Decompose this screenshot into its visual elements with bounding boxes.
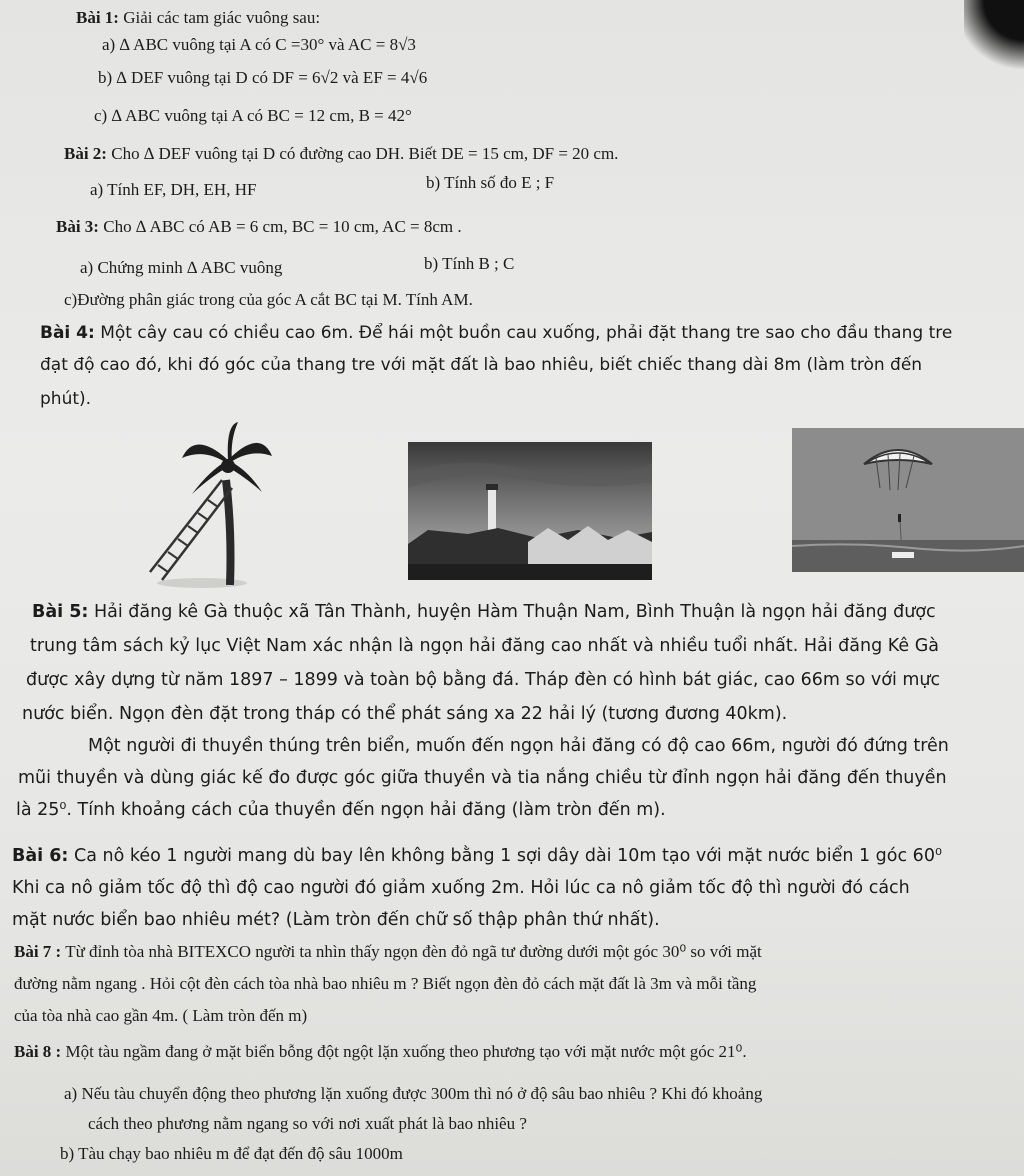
bai2-text: Cho ∆ DEF vuông tại D có đường cao DH. Biết DE = 15 cm, DF = 20 cm. bbox=[111, 144, 619, 163]
bai8-item-b: b) Tàu chạy bao nhiêu m để đạt đến độ sâu 1000m bbox=[60, 1144, 403, 1163]
bai6-line-2: Khi ca nô giảm tốc độ thì độ cao người đó giảm xuống 2m. Hỏi lúc ca nô giảm tốc độ thì người đó cách bbox=[12, 878, 910, 898]
bai1-title: Giải các tam giác vuông sau: bbox=[123, 8, 321, 27]
bai5-line-5: Một người đi thuyền thúng trên biển, muốn đến ngọn hải đăng có độ cao 66m, người đó đứng trên bbox=[88, 736, 949, 756]
bai1-item-b: b) ∆ DEF vuông tại D có DF = 6√2 và EF = 4√6 bbox=[98, 68, 428, 87]
bai4-label: Bài 4: bbox=[40, 323, 95, 343]
bai6-line-3: mặt nước biển bao nhiêu mét? (Làm tròn đến chữ số thập phân thứ nhất). bbox=[12, 910, 660, 930]
bai7-label: Bài 7 : bbox=[14, 942, 62, 961]
page-corner-shadow bbox=[964, 0, 1024, 70]
bai8-item-a-line-2: cách theo phương nằm ngang so với nơi xuất phát là bao nhiêu ? bbox=[88, 1114, 527, 1133]
bai1-item-a: a) ∆ ABC vuông tại A có C =30° và AC = 8√3 bbox=[102, 35, 416, 54]
bai5-line-2: trung tâm sách kỷ lục Việt Nam xác nhận là ngọn hải đăng cao nhất và nhiều tuổi nhất. Hải đăng Kê Gà bbox=[30, 636, 940, 656]
bai3-item-a: a) Chứng minh ∆ ABC vuông bbox=[80, 258, 283, 277]
bai5-label: Bài 5: bbox=[32, 602, 89, 622]
parasailing-photo bbox=[792, 428, 1024, 572]
bai5-line-6: mũi thuyền và dùng giác kế đo được góc giữa thuyền và tia nắng chiều từ đỉnh ngọn hải đăng đến thuyền bbox=[18, 768, 947, 788]
bai4-line-1 bbox=[40, 323, 952, 343]
bai8-heading bbox=[14, 1042, 747, 1062]
bai1-label: Bài 1: bbox=[76, 8, 119, 27]
bai2-label: Bài 2: bbox=[64, 144, 107, 163]
palm-ladder-illustration bbox=[140, 420, 280, 592]
bai8-item-a-line-1: a) Nếu tàu chuyển động theo phương lặn xuống được 300m thì nó ở độ sâu bao nhiêu ? Khi đó khoảng bbox=[64, 1084, 763, 1103]
bai4-line-3: phút). bbox=[40, 389, 92, 409]
bai3-heading bbox=[56, 217, 462, 237]
bai4-line-2: đạt độ cao đó, khi đó góc của thang tre với mặt đất là bao nhiêu, biết chiếc thang dài 8m (làm tròn đến bbox=[40, 355, 923, 375]
bai5-line-3: được xây dựng từ năm 1897 – 1899 và toàn bộ bằng đá. Tháp đèn có hình bát giác, cao 66m so với mực bbox=[26, 670, 941, 690]
bai7-line-3: của tòa nhà cao gần 4m. ( Làm tròn đến m) bbox=[14, 1006, 308, 1025]
bai3-text: Cho ∆ ABC có AB = 6 cm, BC = 10 cm, AC = 8cm . bbox=[103, 217, 462, 236]
bai3-item-c: c)Đường phân giác trong của góc A cắt BC tại M. Tính AM. bbox=[64, 290, 473, 309]
bai6-line-1 bbox=[12, 846, 942, 866]
bai5-text-1: Hải đăng kê Gà thuộc xã Tân Thành, huyện Hàm Thuận Nam, Bình Thuận là ngọn hải đăng được bbox=[94, 602, 936, 622]
bai7-line-1 bbox=[14, 942, 762, 962]
bai2-item-a: a) Tính EF, DH, EH, HF bbox=[90, 180, 257, 199]
bai4-text-1: Một cây cau có chiều cao 6m. Để hái một buồn cau xuống, phải đặt thang tre sao cho đầu thang tre bbox=[100, 323, 953, 343]
bai5-line-4: nước biển. Ngọn đèn đặt trong tháp có thể phát sáng xa 22 hải lý (tương đương 40km). bbox=[22, 704, 788, 724]
bai1-heading bbox=[76, 8, 320, 28]
bai3-item-b: b) Tính B ; C bbox=[424, 254, 515, 273]
bai7-text-1: Từ đỉnh tòa nhà BITEXCO người ta nhìn thấy ngọn đèn đỏ ngã tư đường dưới một góc 30⁰ so với mặt bbox=[65, 942, 762, 961]
bai6-text-1: Ca nô kéo 1 người mang dù bay lên không bằng 1 sợi dây dài 10m tạo với mặt nước biển 1 góc 60⁰ bbox=[74, 846, 942, 866]
bai8-label: Bài 8 : bbox=[14, 1042, 62, 1061]
bai5-line-7: là 25⁰. Tính khoảng cách của thuyền đến ngọn hải đăng (làm tròn đến m). bbox=[16, 800, 666, 820]
bai6-label: Bài 6: bbox=[12, 846, 69, 866]
bai3-label: Bài 3: bbox=[56, 217, 99, 236]
bai8-text: Một tàu ngầm đang ở mặt biển bỗng đột ngột lặn xuống theo phương tạo với mặt nước một góc 21⁰. bbox=[65, 1042, 747, 1061]
bai2-heading bbox=[64, 144, 618, 164]
bai5-line-1 bbox=[32, 602, 936, 622]
lighthouse-photo bbox=[408, 442, 652, 580]
bai7-line-2: đường nằm ngang . Hỏi cột đèn cách tòa nhà bao nhiêu m ? Biết ngọn đèn đỏ cách mặt đất là 3m và mỗi tầng bbox=[14, 974, 757, 993]
bai1-item-c: c) ∆ ABC vuông tại A có BC = 12 cm, B = 42° bbox=[94, 106, 412, 125]
bai2-item-b: b) Tính số đo E ; F bbox=[426, 173, 555, 192]
